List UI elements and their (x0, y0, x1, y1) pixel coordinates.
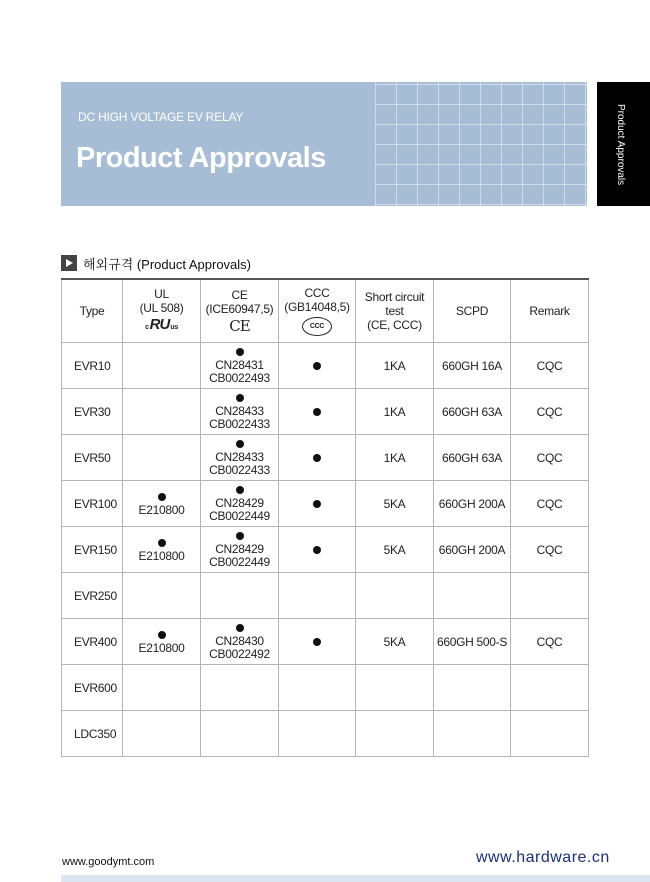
side-tab-label: Product Approvals (615, 104, 626, 186)
cell-type (62, 435, 123, 481)
cell-type (62, 481, 123, 527)
cell-short-circuit (356, 619, 434, 665)
cell-scpd (434, 343, 511, 389)
cell-remark (511, 481, 589, 527)
scpd-value: 660GH 16A (441, 358, 502, 373)
remark-value: CQC (536, 450, 563, 465)
remark-value: CQC (536, 634, 563, 649)
table-row (62, 665, 589, 711)
footer-bar (61, 875, 650, 882)
ce-cert-number: CN28429 (215, 496, 264, 510)
cell-short-circuit (356, 481, 434, 527)
ce-cb-number: CB0022449 (209, 509, 270, 523)
cell-scpd (434, 435, 511, 481)
cell-type (62, 343, 123, 389)
banner-grid-decoration (375, 82, 587, 206)
cell-short-circuit (356, 711, 434, 757)
table-row (62, 435, 589, 481)
table-row (62, 573, 589, 619)
approved-dot-icon (158, 493, 166, 501)
remark-value: CQC (536, 358, 563, 373)
cell-type (62, 665, 123, 711)
header-ce: CE (ICE60947,5) CE (201, 279, 279, 343)
short-circuit-value: 5KA (383, 496, 406, 511)
cell-scpd (434, 389, 511, 435)
approved-dot-icon (236, 532, 244, 540)
approved-dot-icon (313, 362, 321, 370)
cell-ul (123, 665, 201, 711)
ce-cert-number: CN28433 (215, 450, 264, 464)
approved-dot-icon (313, 408, 321, 416)
header-short-circuit: Short circuit test (CE, CCC) (356, 279, 434, 343)
approved-dot-icon (313, 500, 321, 508)
remark-value: CQC (536, 542, 563, 557)
cell-remark (511, 573, 589, 619)
table-row (62, 711, 589, 757)
approved-dot-icon (158, 539, 166, 547)
cell-ccc (279, 711, 356, 757)
section-header (61, 254, 251, 272)
ce-cb-number: CB0022493 (209, 371, 270, 385)
scpd-value: 660GH 500-S (436, 634, 508, 649)
type-label: EVR400 (74, 634, 117, 649)
cell-type (62, 389, 123, 435)
cell-ccc (279, 389, 356, 435)
cell-scpd (434, 665, 511, 711)
cell-ccc (279, 619, 356, 665)
ce-cert-number: CN28431 (215, 358, 264, 372)
approved-dot-icon (236, 624, 244, 632)
ul-listed-mark-icon: c RU us (145, 316, 178, 333)
section-heading: 해외규격 (Product Approvals) (83, 256, 252, 272)
cell-ce (201, 481, 279, 527)
cell-type (62, 573, 123, 619)
cell-scpd (434, 527, 511, 573)
table-row (62, 481, 589, 527)
type-label: LDC350 (74, 726, 117, 741)
cell-short-circuit (356, 573, 434, 619)
cell-ce (201, 711, 279, 757)
cell-scpd (434, 573, 511, 619)
ce-cert-number: CN28430 (215, 634, 264, 648)
approved-dot-icon (313, 454, 321, 462)
scpd-value: 660GH 63A (441, 450, 502, 465)
header-remark: Remark (511, 279, 589, 343)
approved-dot-icon (236, 394, 244, 402)
table-row (62, 619, 589, 665)
cell-scpd (434, 711, 511, 757)
cell-remark (511, 435, 589, 481)
cell-ul (123, 573, 201, 619)
type-label: EVR600 (74, 680, 117, 695)
table-row (62, 389, 589, 435)
cell-ce (201, 343, 279, 389)
ce-mark-icon: CE (229, 317, 250, 335)
footer-watermark: www.hardware.cn (476, 849, 610, 866)
approved-dot-icon (236, 486, 244, 494)
short-circuit-value: 1KA (383, 404, 406, 419)
ce-cb-number: CB0022433 (209, 463, 270, 477)
cell-ce (201, 435, 279, 481)
header-type: Type (62, 279, 123, 343)
short-circuit-value: 1KA (383, 358, 406, 373)
approved-dot-icon (313, 546, 321, 554)
cell-ce (201, 619, 279, 665)
scpd-value: 660GH 63A (441, 404, 502, 419)
cell-ul (123, 619, 201, 665)
ul-file-number: E210800 (138, 640, 185, 655)
cell-ccc (279, 573, 356, 619)
type-label: EVR10 (74, 358, 111, 373)
cell-ccc (279, 481, 356, 527)
approved-dot-icon (158, 631, 166, 639)
cell-scpd (434, 481, 511, 527)
cell-type (62, 619, 123, 665)
cell-type (62, 527, 123, 573)
header-scpd: SCPD (434, 279, 511, 343)
cell-ccc (279, 527, 356, 573)
header-banner (61, 82, 587, 206)
cell-short-circuit (356, 665, 434, 711)
cell-ccc (279, 435, 356, 481)
type-label: EVR250 (74, 588, 117, 603)
approved-dot-icon (236, 348, 244, 356)
remark-value: CQC (536, 496, 563, 511)
banner-subtitle: DC HIGH VOLTAGE EV RELAY (78, 110, 244, 124)
scpd-value: 660GH 200A (438, 542, 506, 557)
approved-dot-icon (313, 638, 321, 646)
remark-value: CQC (536, 404, 563, 419)
cell-ul (123, 435, 201, 481)
cell-remark (511, 711, 589, 757)
cell-ul (123, 389, 201, 435)
page-title: Product Approvals (76, 142, 326, 174)
type-label: EVR50 (74, 450, 111, 465)
cell-ce (201, 389, 279, 435)
cell-remark (511, 389, 589, 435)
cell-short-circuit (356, 527, 434, 573)
type-label: EVR100 (74, 496, 117, 511)
header-ccc: CCC (GB14048,5) CCC (279, 279, 356, 343)
ce-cb-number: CB0022492 (209, 647, 270, 661)
type-label: EVR30 (74, 404, 111, 419)
short-circuit-value: 1KA (383, 450, 406, 465)
approved-dot-icon (236, 440, 244, 448)
play-triangle-icon (61, 255, 77, 271)
ul-file-number: E210800 (138, 502, 185, 517)
ccc-mark-icon: CCC (302, 317, 332, 336)
approvals-table (61, 278, 589, 757)
cell-scpd (434, 619, 511, 665)
side-tab[interactable] (597, 82, 650, 206)
ce-cb-number: CB0022433 (209, 417, 270, 431)
cell-short-circuit (356, 343, 434, 389)
cell-ul (123, 527, 201, 573)
cell-ccc (279, 665, 356, 711)
header-ul: UL (UL 508) c RU us (123, 279, 201, 343)
cell-short-circuit (356, 389, 434, 435)
cell-ce (201, 573, 279, 619)
short-circuit-value: 5KA (383, 542, 406, 557)
cell-remark (511, 343, 589, 389)
cell-ul (123, 343, 201, 389)
ce-cert-number: CN28433 (215, 404, 264, 418)
ul-file-number: E210800 (138, 548, 185, 563)
footer-url[interactable]: www.goodymt.com (62, 856, 155, 868)
scpd-value: 660GH 200A (438, 496, 506, 511)
cell-type (62, 711, 123, 757)
ce-cb-number: CB0022449 (209, 555, 270, 569)
table-row (62, 343, 589, 389)
cell-remark (511, 665, 589, 711)
type-label: EVR150 (74, 542, 117, 557)
cell-ul (123, 481, 201, 527)
short-circuit-value: 5KA (383, 634, 406, 649)
table-header-row (62, 279, 589, 343)
ce-cert-number: CN28429 (215, 542, 264, 556)
cell-remark (511, 527, 589, 573)
cell-ce (201, 665, 279, 711)
cell-ccc (279, 343, 356, 389)
cell-ce (201, 527, 279, 573)
table-row (62, 527, 589, 573)
cell-ul (123, 711, 201, 757)
cell-remark (511, 619, 589, 665)
cell-short-circuit (356, 435, 434, 481)
